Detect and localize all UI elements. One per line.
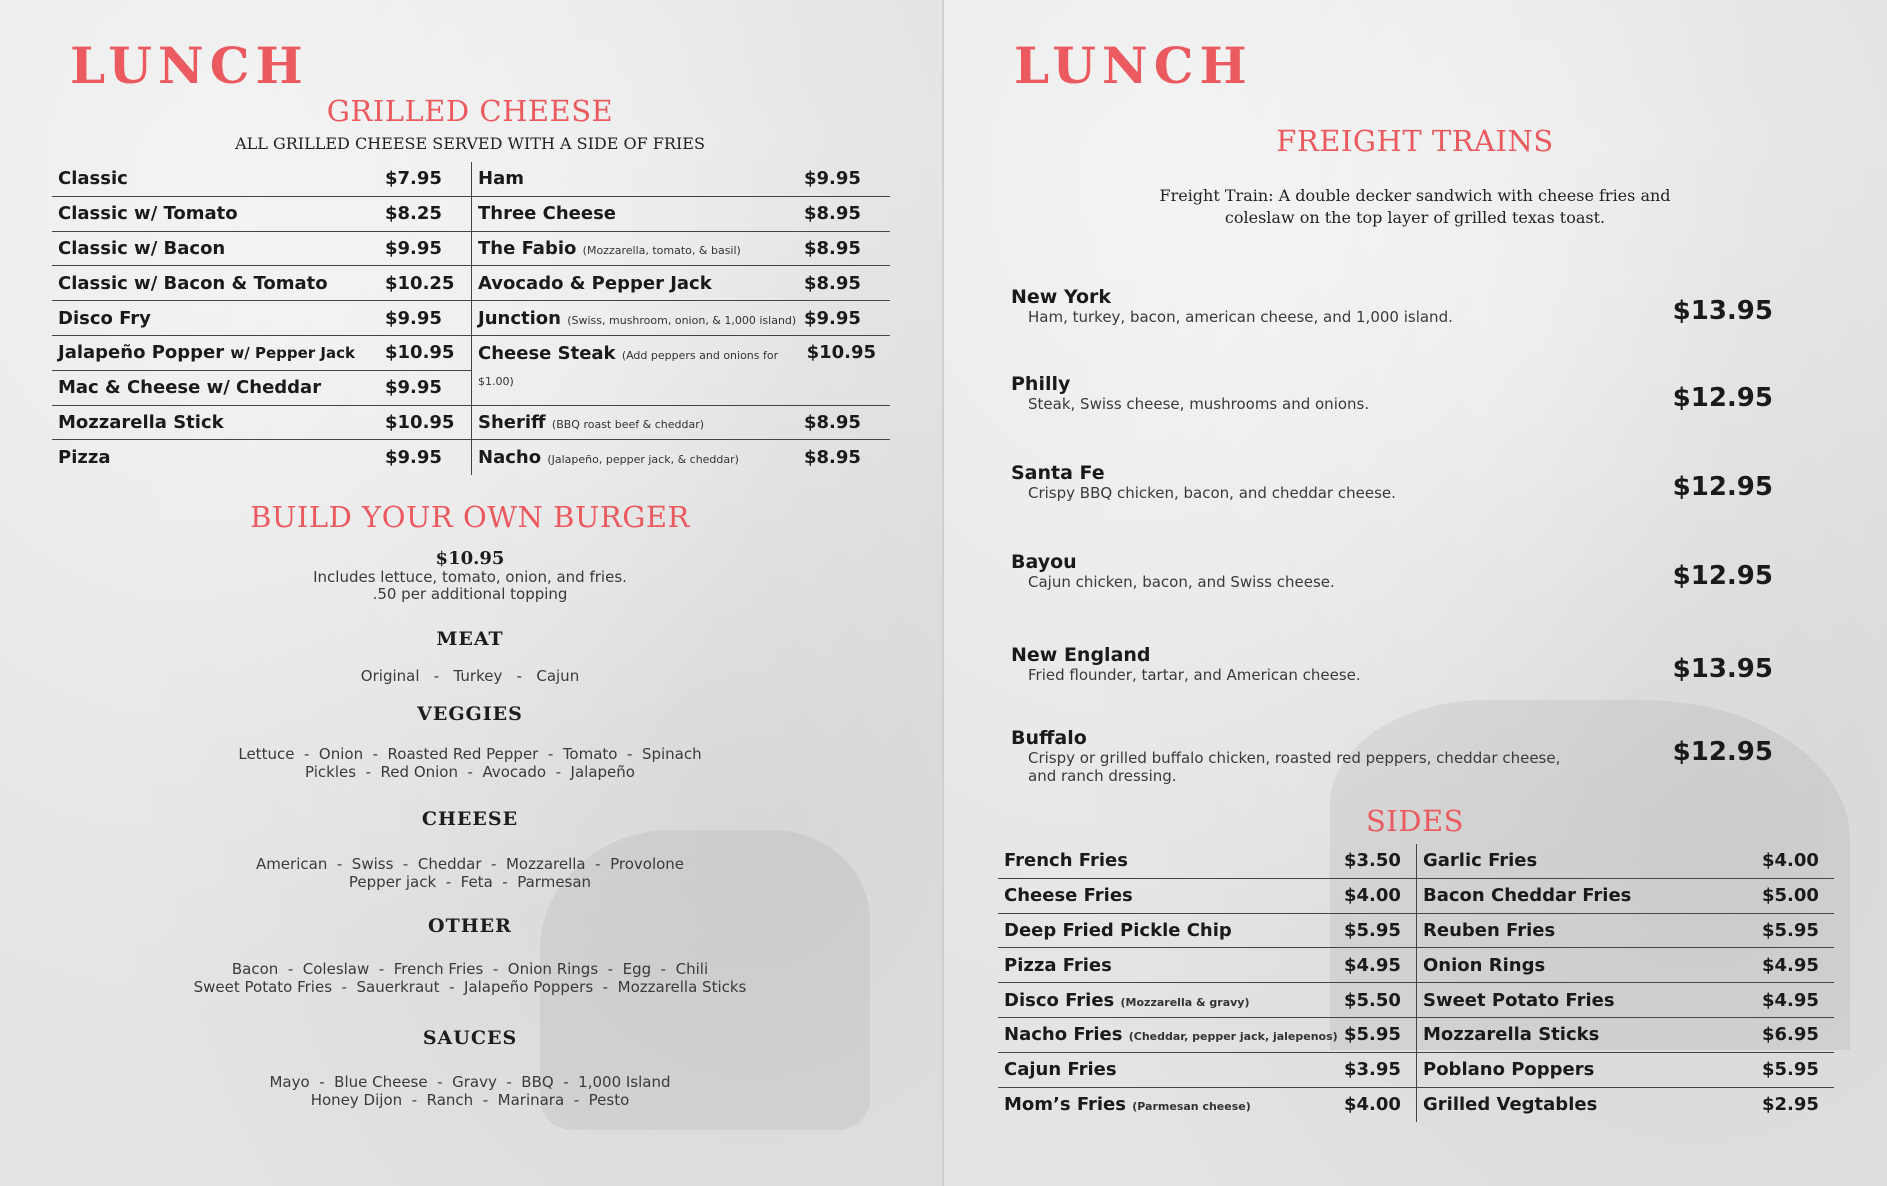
- burger-topping-note: .50 per additional topping: [372, 585, 568, 603]
- item-name: [1004, 920, 1232, 941]
- sauces-options-1: Mayo - Blue Cheese - Gravy - BBQ - 1,000 Island: [269, 1073, 671, 1091]
- item-price: $5.95: [1344, 1024, 1401, 1046]
- train-desc: Crispy BBQ chicken, bacon, and cheddar cheese.: [1028, 484, 1396, 502]
- item-name-text: Three Cheese: [478, 203, 617, 225]
- item-price: $4.00: [1344, 885, 1401, 907]
- item-name: [478, 273, 712, 294]
- item-name-text: Classic w/ Tomato: [58, 203, 238, 225]
- item-name: [58, 377, 321, 398]
- item-name: [1004, 1094, 1251, 1115]
- item-price: $3.95: [1344, 1059, 1401, 1081]
- item-price: $5.00: [1762, 885, 1819, 907]
- item-name: [1004, 990, 1249, 1011]
- train-price: $12.95: [1672, 737, 1773, 767]
- item-price: $6.95: [1762, 1024, 1819, 1046]
- grilled-cheese-col-right: [471, 162, 890, 475]
- meat-options: Original - Turkey - Cajun: [360, 667, 580, 685]
- item-name: [58, 238, 225, 259]
- item-price: $4.95: [1344, 954, 1401, 976]
- menu-row: [998, 1018, 1416, 1053]
- item-name-text: Bacon Cheddar Fries: [1423, 885, 1632, 907]
- item-name-text: Mac & Cheese w/ Cheddar: [58, 377, 322, 399]
- item-name-text: Avocado & Pepper Jack: [478, 272, 712, 294]
- item-note: (Add peppers and onions for $1.00): [478, 348, 779, 388]
- menu-row: [472, 197, 890, 232]
- item-name-text: Poblano Poppers: [1423, 1059, 1595, 1081]
- menu-row: [52, 197, 471, 232]
- burger-price: $10.95: [435, 548, 505, 569]
- item-name-text: Disco Fry: [58, 307, 151, 329]
- item-name-text: Pizza Fries: [1004, 954, 1112, 976]
- item-note: (Mozzarella & gravy): [1120, 995, 1250, 1009]
- item-price: $9.95: [385, 377, 442, 399]
- item-price: $7.95: [385, 168, 442, 190]
- menu-row: [472, 336, 890, 406]
- menu-row: [472, 232, 890, 267]
- item-price: $5.50: [1344, 989, 1401, 1011]
- menu-row: [52, 162, 471, 197]
- freight-train-item: [1011, 373, 1811, 413]
- item-name: [1004, 955, 1112, 976]
- train-name: New York: [1011, 286, 1112, 308]
- freight-train-item: [1011, 462, 1811, 502]
- item-name: [1423, 955, 1545, 976]
- train-price: $13.95: [1672, 654, 1773, 684]
- burger-includes: Includes lettuce, tomato, onion, and fries.: [313, 568, 627, 586]
- train-desc: Steak, Swiss cheese, mushrooms and onions.: [1028, 395, 1370, 413]
- train-name: Buffalo: [1011, 727, 1087, 749]
- menu-row: [52, 232, 471, 267]
- sauces-title: SAUCES: [422, 1027, 518, 1049]
- item-name-text: Reuben Fries: [1423, 919, 1556, 941]
- freight-train-item: [1011, 644, 1811, 684]
- item-price: $9.95: [804, 307, 861, 329]
- freight-train-item: [1011, 551, 1811, 591]
- other-title: OTHER: [428, 915, 512, 937]
- grilled-cheese-note: ALL GRILLED CHEESE SERVED WITH A SIDE OF FRIES: [235, 134, 705, 153]
- train-price: $12.95: [1672, 472, 1773, 502]
- item-price: $8.95: [804, 237, 861, 259]
- menu-row: [1417, 879, 1834, 914]
- menu-row: [998, 914, 1416, 949]
- item-name-text: Grilled Vegtables: [1423, 1094, 1598, 1116]
- item-name: [58, 168, 128, 189]
- item-name-text: Cheese Steak: [478, 342, 616, 364]
- item-name: [478, 342, 807, 394]
- train-desc: Fried flounder, tartar, and American cheese.: [1028, 666, 1361, 684]
- item-name-text: French Fries: [1004, 850, 1128, 872]
- menu-row: [472, 301, 890, 336]
- item-name-text: Junction: [478, 307, 561, 329]
- item-price: $4.00: [1344, 1094, 1401, 1116]
- item-name-text: Classic: [58, 168, 128, 190]
- item-name: [1423, 1059, 1594, 1080]
- page-heading-left: LUNCH: [70, 36, 309, 95]
- item-note: (Swiss, mushroom, onion, & 1,000 island): [567, 313, 797, 327]
- menu-row: [472, 162, 890, 197]
- train-name: New England: [1011, 644, 1151, 666]
- item-name-text: The Fabio: [478, 237, 577, 259]
- item-price: $4.95: [1762, 954, 1819, 976]
- item-name-text: Jalapeño Popper: [58, 342, 225, 364]
- item-note: (Cheddar, pepper jack, jalepenos): [1128, 1030, 1338, 1044]
- sides-col-right: [1416, 844, 1834, 1122]
- item-price: $8.95: [804, 411, 861, 433]
- item-name: [1004, 1024, 1338, 1045]
- grilled-cheese-grid: [52, 162, 890, 475]
- meat-title: MEAT: [436, 628, 504, 650]
- freight-trains-desc-2: coleslaw on the top layer of grilled texas toast.: [1224, 208, 1606, 227]
- item-price: $10.95: [385, 342, 455, 364]
- item-name-text: Pizza: [58, 447, 111, 469]
- item-name: [1423, 1094, 1597, 1115]
- item-price: $9.95: [385, 447, 442, 469]
- menu-row: [472, 440, 890, 475]
- grilled-cheese-col-left: [52, 162, 471, 475]
- train-desc: Cajun chicken, bacon, and Swiss cheese.: [1028, 573, 1335, 591]
- item-name-text: Onion Rings: [1423, 954, 1546, 976]
- menu-row: [1417, 914, 1834, 949]
- menu-row: [998, 983, 1416, 1018]
- menu-row: [1417, 844, 1834, 879]
- item-note: (Jalapeño, pepper jack, & cheddar): [547, 453, 739, 467]
- menu-row: [1417, 948, 1834, 983]
- freight-train-item: [1011, 727, 1811, 785]
- freight-trains-title: FREIGHT TRAINS: [1276, 124, 1554, 158]
- item-name-text: Nacho: [478, 447, 542, 469]
- menu-row: [998, 844, 1416, 879]
- menu-row: [472, 406, 890, 441]
- grilled-cheese-title: GRILLED CHEESE: [326, 94, 614, 128]
- item-name: [58, 447, 110, 468]
- menu-row: [1417, 983, 1834, 1018]
- item-name: [1423, 850, 1537, 871]
- menu-row: [1417, 1018, 1834, 1053]
- other-options-1: Bacon - Coleslaw - French Fries - Onion Rings - Egg - Chili: [231, 960, 709, 978]
- train-name: Philly: [1011, 373, 1071, 395]
- item-name-text: Mozzarella Stick: [58, 411, 224, 433]
- item-note: (Parmesan cheese): [1132, 1100, 1251, 1114]
- item-name-text: Cajun Fries: [1004, 1059, 1117, 1081]
- menu-row: [998, 948, 1416, 983]
- item-name-text: Mozzarella Sticks: [1423, 1024, 1600, 1046]
- menu-row: [1417, 1088, 1834, 1123]
- freight-trains-desc-1: Freight Train: A double decker sandwich with cheese fries and: [1159, 186, 1671, 205]
- freight-train-item: [1011, 286, 1811, 326]
- train-desc-2: and ranch dressing.: [1028, 767, 1177, 785]
- item-name: [58, 203, 238, 224]
- item-price: $9.95: [804, 168, 861, 190]
- item-price: $8.95: [804, 447, 861, 469]
- cheese-options-1: American - Swiss - Cheddar - Mozzarella - Provolone: [255, 855, 685, 873]
- item-name-text: Sheriff: [478, 411, 546, 433]
- menu-row: [1417, 1053, 1834, 1088]
- item-name-text: Ham: [478, 168, 524, 190]
- veggies-title: VEGGIES: [417, 703, 523, 725]
- item-name-text: Deep Fried Pickle Chip: [1004, 919, 1232, 941]
- sides-grid: [998, 844, 1834, 1122]
- item-name: [478, 412, 704, 433]
- train-price: $13.95: [1672, 296, 1773, 326]
- item-price: $3.50: [1344, 850, 1401, 872]
- sides-title: SIDES: [1365, 804, 1465, 838]
- item-name: [58, 273, 328, 294]
- item-price: $8.95: [804, 203, 861, 225]
- item-price: $5.95: [1762, 1059, 1819, 1081]
- item-price: $9.95: [385, 237, 442, 259]
- burger-title: BUILD YOUR OWN BURGER: [250, 500, 690, 534]
- item-name: [1004, 850, 1128, 871]
- item-name-text: Mom’s Fries: [1004, 1094, 1126, 1116]
- item-name: [478, 238, 741, 259]
- page-divider: [942, 0, 944, 1186]
- item-name: [1423, 885, 1631, 906]
- sides-col-left: [998, 844, 1416, 1122]
- item-price: $10.95: [385, 411, 455, 433]
- item-name: [478, 203, 616, 224]
- item-price: $10.95: [806, 341, 877, 363]
- item-note: w/ Pepper Jack: [230, 344, 355, 363]
- item-price: $4.00: [1762, 850, 1819, 872]
- train-desc: Ham, turkey, bacon, american cheese, and 1,000 island.: [1028, 308, 1453, 326]
- item-name: [1423, 990, 1615, 1011]
- item-name: [1423, 1024, 1599, 1045]
- item-price: $8.25: [385, 203, 442, 225]
- menu-row: [52, 266, 471, 301]
- item-price: $4.95: [1762, 989, 1819, 1011]
- menu-row: [52, 371, 471, 406]
- sauces-options-2: Honey Dijon - Ranch - Marinara - Pesto: [310, 1091, 630, 1109]
- other-options-2: Sweet Potato Fries - Sauerkraut - Jalapeño Poppers - Mozzarella Sticks: [193, 978, 747, 996]
- train-name: Santa Fe: [1011, 462, 1105, 484]
- veggies-options-2: Pickles - Red Onion - Avocado - Jalapeño: [305, 763, 635, 781]
- menu-row: [52, 406, 471, 441]
- train-price: $12.95: [1672, 561, 1773, 591]
- item-price: $10.25: [385, 272, 455, 294]
- item-name: [478, 168, 524, 189]
- item-price: $2.95: [1762, 1094, 1819, 1116]
- burger-info: [170, 548, 770, 603]
- veggies-options-1: Lettuce - Onion - Roasted Red Pepper - Tomato - Spinach: [238, 745, 702, 763]
- cheese-options-2: Pepper jack - Feta - Parmesan: [348, 873, 592, 891]
- item-note: (Mozzarella, tomato, & basil): [582, 243, 741, 257]
- item-price: $8.95: [804, 272, 861, 294]
- item-name: [58, 308, 151, 329]
- item-name: [58, 412, 224, 433]
- item-name: [478, 447, 739, 468]
- menu-row: [52, 301, 471, 336]
- item-price: $9.95: [385, 307, 442, 329]
- item-name-text: Garlic Fries: [1423, 850, 1538, 872]
- item-name-text: Classic w/ Bacon: [58, 237, 226, 259]
- item-name: [1004, 885, 1133, 906]
- item-name: [58, 342, 355, 363]
- menu-row: [52, 336, 471, 371]
- cheese-title: CHEESE: [421, 808, 519, 830]
- item-name-text: Sweet Potato Fries: [1423, 989, 1615, 1011]
- train-desc: Crispy or grilled buffalo chicken, roasted red peppers, cheddar cheese,: [1028, 749, 1561, 767]
- item-note: (BBQ roast beef & cheddar): [551, 417, 705, 431]
- item-name-text: Cheese Fries: [1004, 885, 1133, 907]
- train-name: Bayou: [1011, 551, 1077, 573]
- item-price: $5.95: [1344, 919, 1401, 941]
- menu-row: [52, 440, 471, 475]
- item-name-text: Classic w/ Bacon & Tomato: [58, 272, 328, 294]
- item-name: [1423, 920, 1555, 941]
- menu-row: [998, 1053, 1416, 1088]
- item-name-text: Disco Fries: [1004, 989, 1115, 1011]
- item-name: [478, 308, 796, 329]
- page-heading-right: LUNCH: [1014, 36, 1253, 95]
- item-name: [1004, 1059, 1117, 1080]
- menu-row: [472, 266, 890, 301]
- train-price: $12.95: [1672, 383, 1773, 413]
- menu-row: [998, 1088, 1416, 1123]
- menu-row: [998, 879, 1416, 914]
- item-name-text: Nacho Fries: [1004, 1024, 1123, 1046]
- item-price: $5.95: [1762, 919, 1819, 941]
